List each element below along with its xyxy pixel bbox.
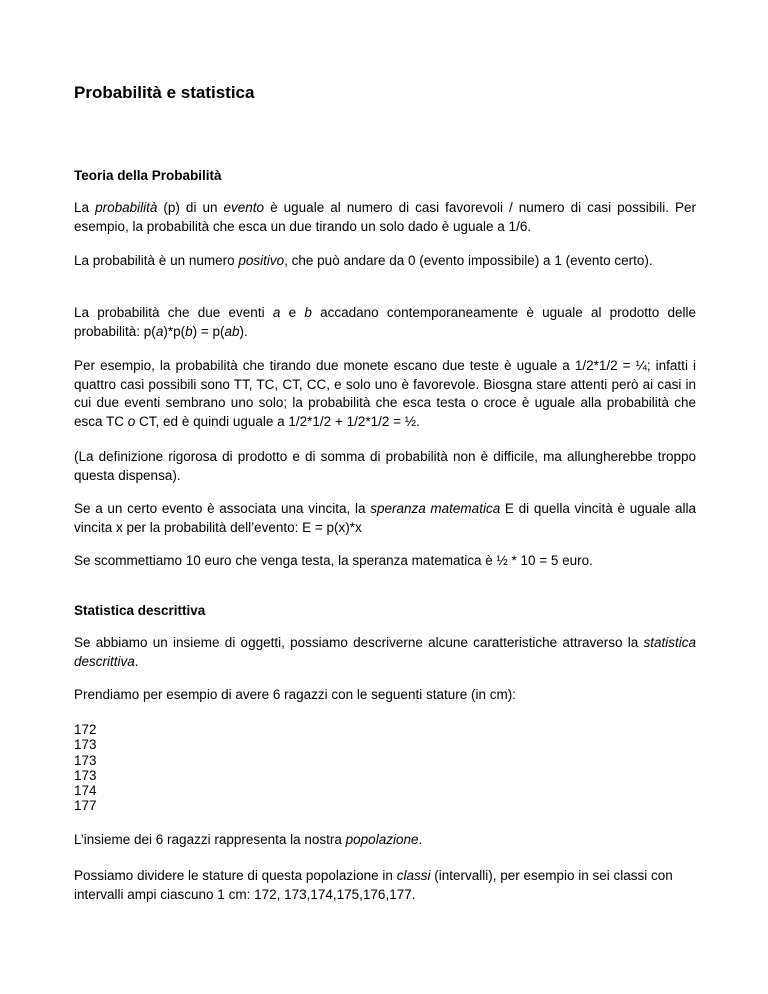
paragraph-rigorous-definition: (La definizione rigorosa di prodotto e di somma di probabilità non è difficile, ma allungherebbe troppo questa dispensa). <box>74 449 696 483</box>
paragraph-descriptive-intro: Se abbiamo un insieme di oggetti, possiamo descriverne alcune caratteristiche attraverso la statistica descrittiva. <box>74 635 696 669</box>
paragraph-bet-example: Se scommettiamo 10 euro che venga testa, la speranza matematica è ½ * 10 = 5 euro. <box>74 553 593 568</box>
list-item: 172 <box>74 722 97 737</box>
stature-list <box>74 722 97 814</box>
list-item: 173 <box>74 737 97 753</box>
paragraph-probability-definition: La probabilità (p) di un evento è uguale al numero di casi favorevoli / numero di casi possibili. Per esempio, la probabilità che esca un due tirando un solo dado è uguale a 1/6. <box>74 200 696 234</box>
paragraph-coin-example: Per esempio, la probabilità che tirando due monete escano due teste è uguale a 1/2*1/2 = ¼; infatti i quattro casi possibili sono TT, TC, CT, CC, e solo uno è favorevole. Biosgna stare attenti però ai casi in cui due eventi sembrano uno solo; la probabilità che esca testa o croce è uguale alla probabilità che esca TC o CT, ed è quindi uguale a 1/2*1/2 + 1/2*1/2 = ½. <box>74 358 696 429</box>
paragraph-stature-intro: Prendiamo per esempio di avere 6 ragazzi con le seguenti stature (in cm): <box>74 687 516 702</box>
list-item: 174 <box>74 783 97 799</box>
paragraph-probability-range: La probabilità è un numero positivo, che può andare da 0 (evento impossibile) a 1 (evento certo). <box>74 253 653 268</box>
list-item: 173 <box>74 767 97 783</box>
paragraph-expected-value: Se a un certo evento è associata una vincita, la speranza matematica E di quella vincità è uguale alla vincita x per la probabilità dell’evento: E = p(x)*x <box>74 501 696 535</box>
paragraph-population: L’insieme dei 6 ragazzi rappresenta la nostra popolazione. <box>74 832 423 847</box>
document-title: Probabilità e statistica <box>74 83 255 102</box>
section-heading-probability: Teoria della Probabilità <box>74 168 222 183</box>
paragraph-classes: Possiamo dividere le stature di questa popolazione in classi (intervalli), per esempio in sei classi con intervalli ampi ciascuno 1 cm: 172, 173,174,175,176,177. <box>74 868 673 902</box>
list-item: 177 <box>74 798 97 814</box>
section-heading-descriptive-statistics: Statistica descrittiva <box>74 603 206 618</box>
paragraph-joint-probability: La probabilità che due eventi a e b accadano contemporaneamente è uguale al prodotto delle probabilità: p(a)*p(b) = p(ab). <box>74 305 696 339</box>
list-item: 173 <box>74 752 97 768</box>
